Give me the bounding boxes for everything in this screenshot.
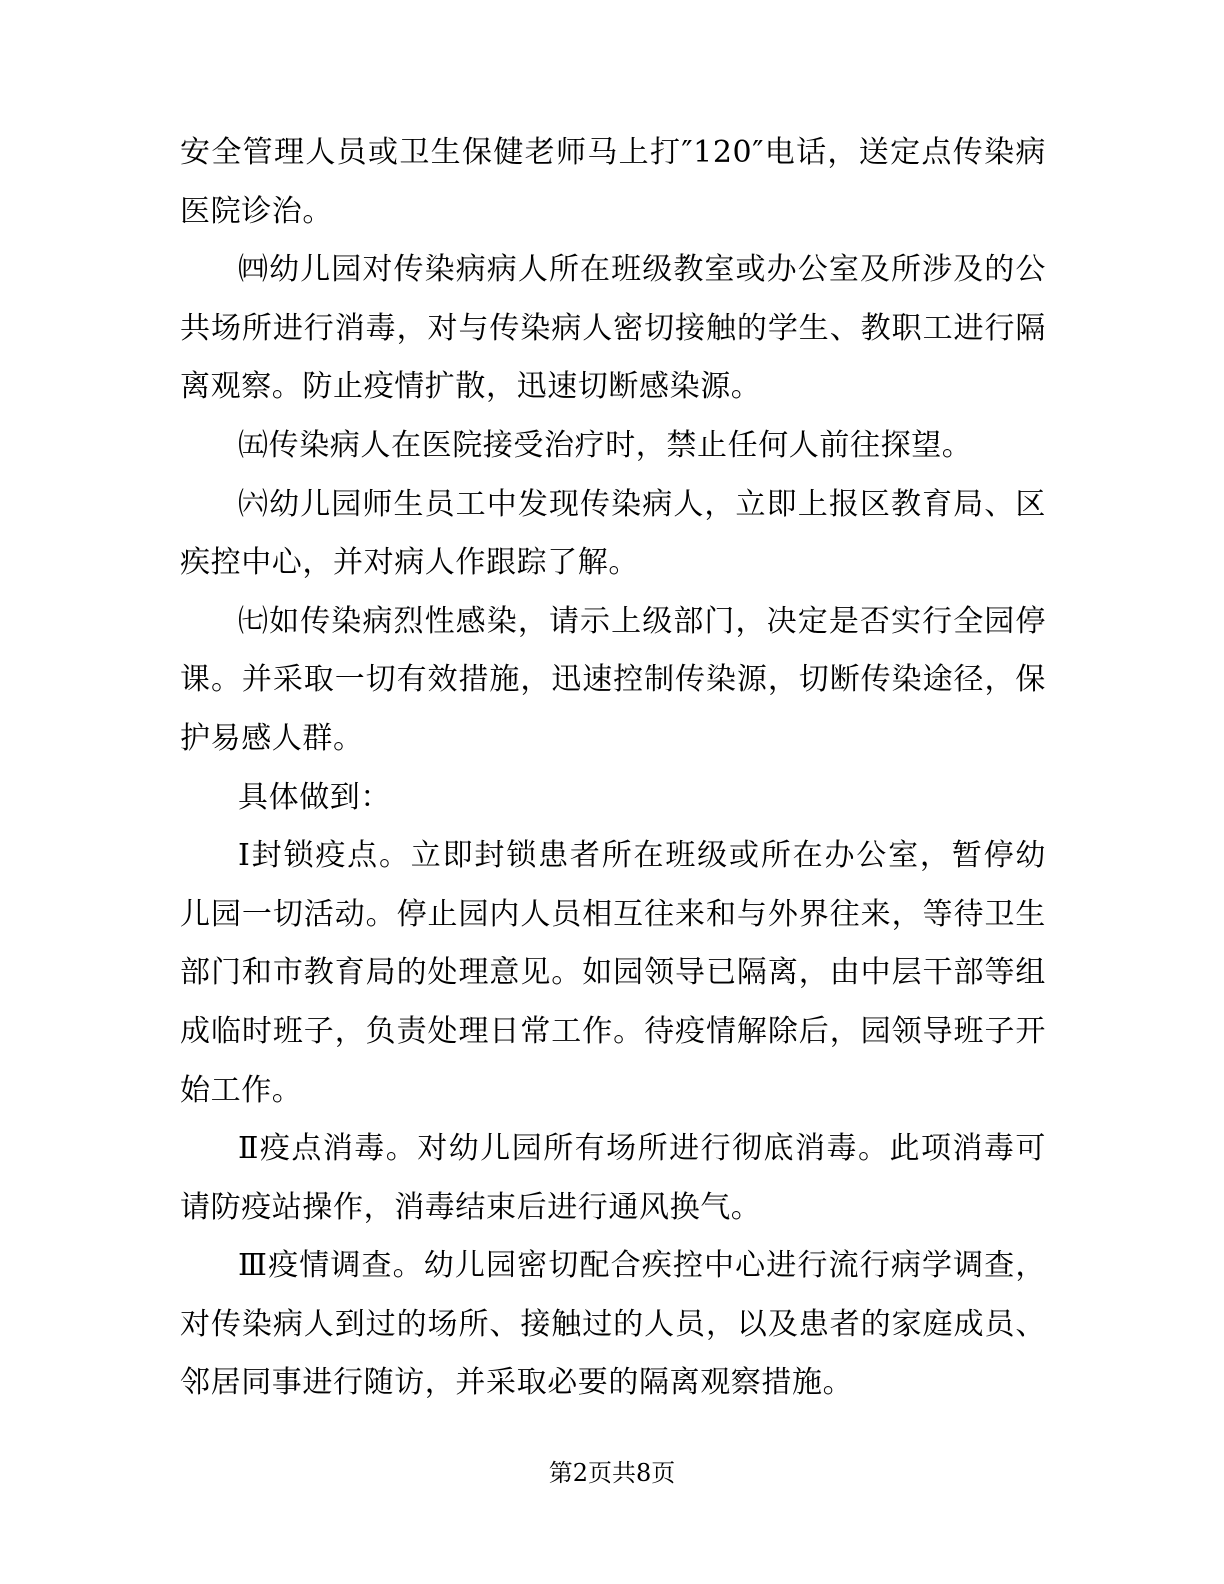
- paragraph-item-6: ㈥幼儿园师生员工中发现传染病人，立即上报区教育局、区疾控中心，并对病人作跟踪了解。: [180, 486, 1046, 581]
- paragraph-step-2: Ⅱ疫点消毒。对幼儿园所有场所进行彻底消毒。此项消毒可请防疫站操作，消毒结束后进行通风换气。: [180, 1131, 1046, 1225]
- paragraph-step-1: Ⅰ封锁疫点。立即封锁患者所在班级或所在办公室，暂停幼儿园一切活动。停止园内人员相互往来和与外界往来，等待卫生部门和市教育局的处理意见。如园领导已隔离，由中层干部等组成临时班子，负责处理日常工作。待疫情解除后，园领导班子开始工作。: [180, 838, 1046, 1108]
- paragraph-continuation: 安全管理人员或卫生保健老师马上打″120″电话，送定点传染病医院诊治。: [180, 135, 1046, 229]
- paragraph-specifics-heading: 具体做到：: [238, 779, 391, 815]
- paragraph-item-7: ㈦如传染病烈性感染，请示上级部门，决定是否实行全园停课。并采取一切有效措施，迅速控制传染源，切断传染途径，保护易感人群。: [180, 603, 1046, 756]
- paragraph-item-5: ㈤传染病人在医院接受治疗时，禁止任何人前往探望。: [238, 427, 973, 463]
- paragraph-item-4: ㈣幼儿园对传染病病人所在班级教室或办公室及所涉及的公共场所进行消毒，对与传染病人密切接触的学生、教职工进行隔离观察。防止疫情扩散，迅速切断感染源。: [180, 252, 1046, 405]
- page-number-footer: 第2页共8页: [548, 1459, 676, 1487]
- paragraph-step-3: Ⅲ疫情调查。幼儿园密切配合疾控中心进行流行病学调查，对传染病人到过的场所、接触过的人员，以及患者的家庭成员、邻居同事进行随访，并采取必要的隔离观察措施。: [180, 1248, 1046, 1401]
- document-body: [180, 124, 1046, 1413]
